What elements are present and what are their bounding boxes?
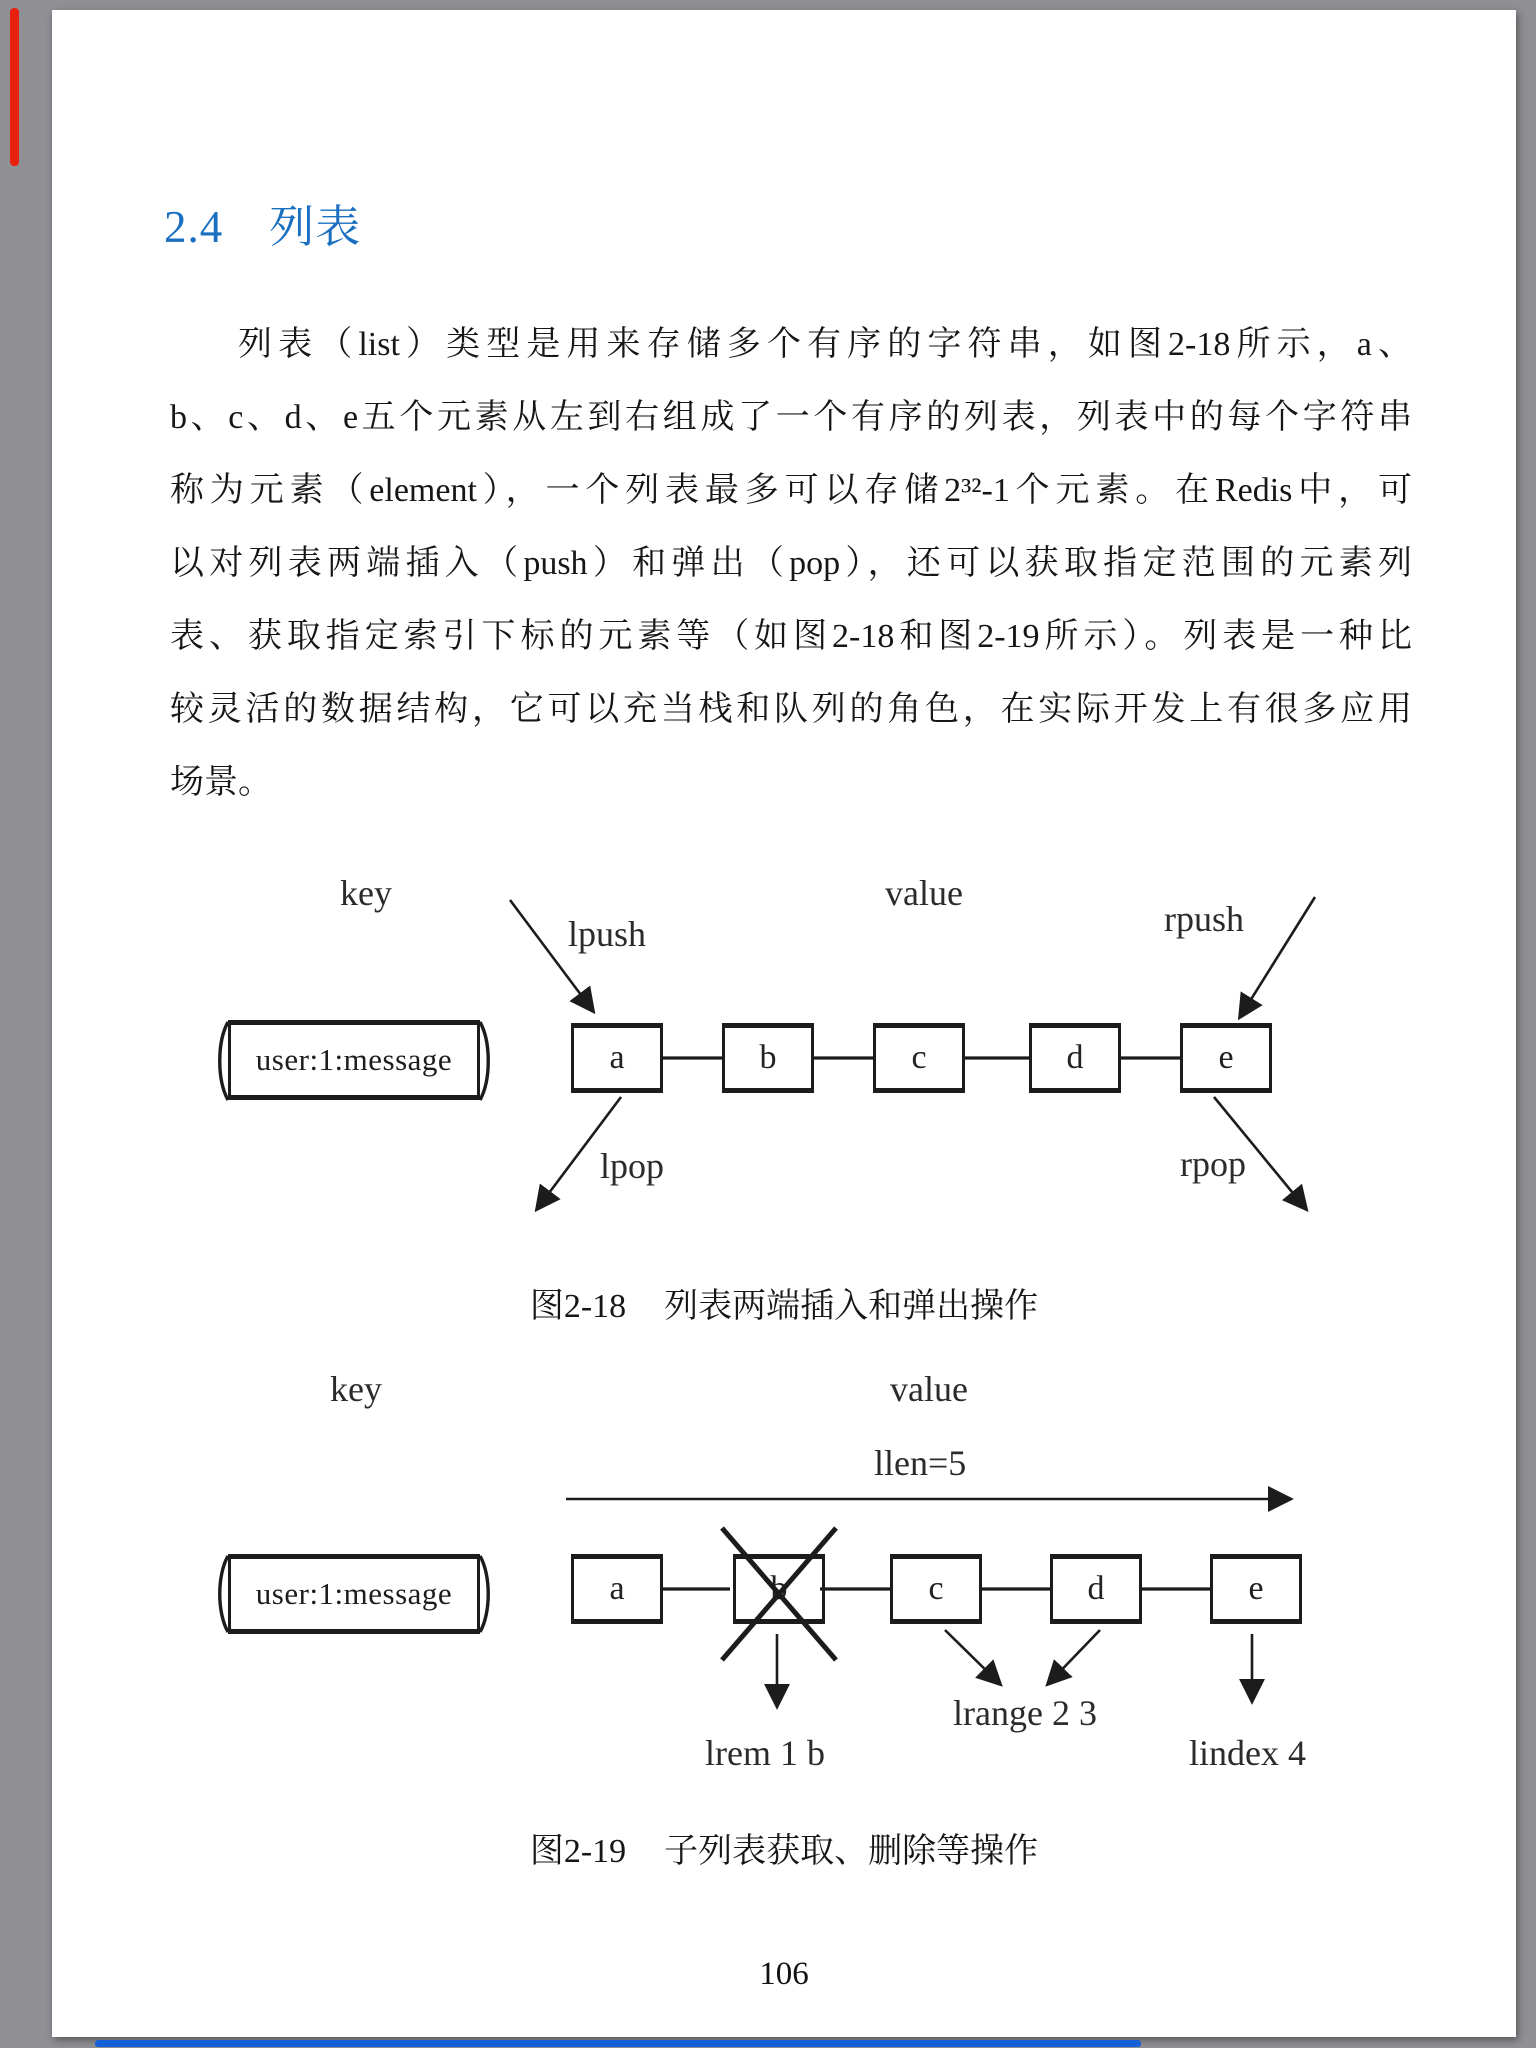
fig219-key-label: key xyxy=(330,1369,382,1409)
fig218-element-box: a xyxy=(571,1023,663,1093)
fig219-element-box: d xyxy=(1050,1554,1142,1624)
fig218-value-label: value xyxy=(885,873,963,913)
paragraph-line: 列表（list）类型是用来存储多个有序的字符串，如图2-18所示，a、 xyxy=(238,326,1412,363)
fig219-element-box: a xyxy=(571,1554,663,1624)
paragraph-line: 较灵活的数据结构，它可以充当栈和队列的角色，在实际开发上有很多应用 xyxy=(170,691,1412,728)
scroll-position-marker xyxy=(10,8,19,166)
fig219-element-box-crossed: b xyxy=(733,1554,825,1624)
section-number: 2.4 xyxy=(164,202,224,252)
fig218-element-box: b xyxy=(722,1023,814,1093)
paragraph-line: b、c、d、e五个元素从左到右组成了一个有序的列表，列表中的每个字符串 xyxy=(170,399,1412,436)
fig219-llen-label: llen=5 xyxy=(874,1443,967,1483)
fig219-lrange-label: lrange 2 3 xyxy=(953,1693,1097,1733)
document-page xyxy=(52,10,1516,2037)
fig218-lpush-label: lpush xyxy=(568,914,647,954)
fig218-key-label: key xyxy=(340,873,392,913)
fig218-rpop-label: rpop xyxy=(1180,1144,1246,1184)
section-title: 列表 xyxy=(269,202,362,252)
figure-arrows-layer xyxy=(52,10,1516,2037)
fig218-element-box: c xyxy=(873,1023,965,1093)
fig218-key-box: user:1:message xyxy=(228,1020,480,1100)
fig218-caption-number: 图2-18 xyxy=(529,1288,627,1325)
fig219-lindex-label: lindex 4 xyxy=(1189,1733,1306,1773)
paragraph-line: 场景。 xyxy=(170,764,272,801)
fig219-element-box: c xyxy=(890,1554,982,1624)
fig218-caption-text: 列表两端插入和弹出操作 xyxy=(664,1288,1039,1325)
page-number: 106 xyxy=(759,1956,809,1992)
fig219-value-label: value xyxy=(890,1369,968,1409)
fig218-element-box: d xyxy=(1029,1023,1121,1093)
fig219-caption-text: 子列表获取、删除等操作 xyxy=(664,1833,1039,1870)
fig219-element-box: e xyxy=(1210,1554,1302,1624)
fig218-element-box: e xyxy=(1180,1023,1272,1093)
paragraph-line: 以对列表两端插入（push）和弹出（pop），还可以获取指定范围的元素列 xyxy=(170,545,1412,582)
progress-bar xyxy=(95,2040,1141,2047)
fig219-key-box: user:1:message xyxy=(228,1554,480,1634)
fig218-lpop-label: lpop xyxy=(600,1146,665,1186)
fig218-rpush-label: rpush xyxy=(1164,899,1244,939)
fig219-caption-number: 图2-19 xyxy=(529,1833,627,1870)
fig219-lrem-label: lrem 1 b xyxy=(705,1733,825,1773)
paragraph-line: 称为元素（element），一个列表最多可以存储2³²-1个元素。在Redis中，可 xyxy=(170,472,1412,509)
paragraph-line: 表、获取指定索引下标的元素等（如图2-18和图2-19所示）。列表是一种比 xyxy=(170,618,1412,655)
